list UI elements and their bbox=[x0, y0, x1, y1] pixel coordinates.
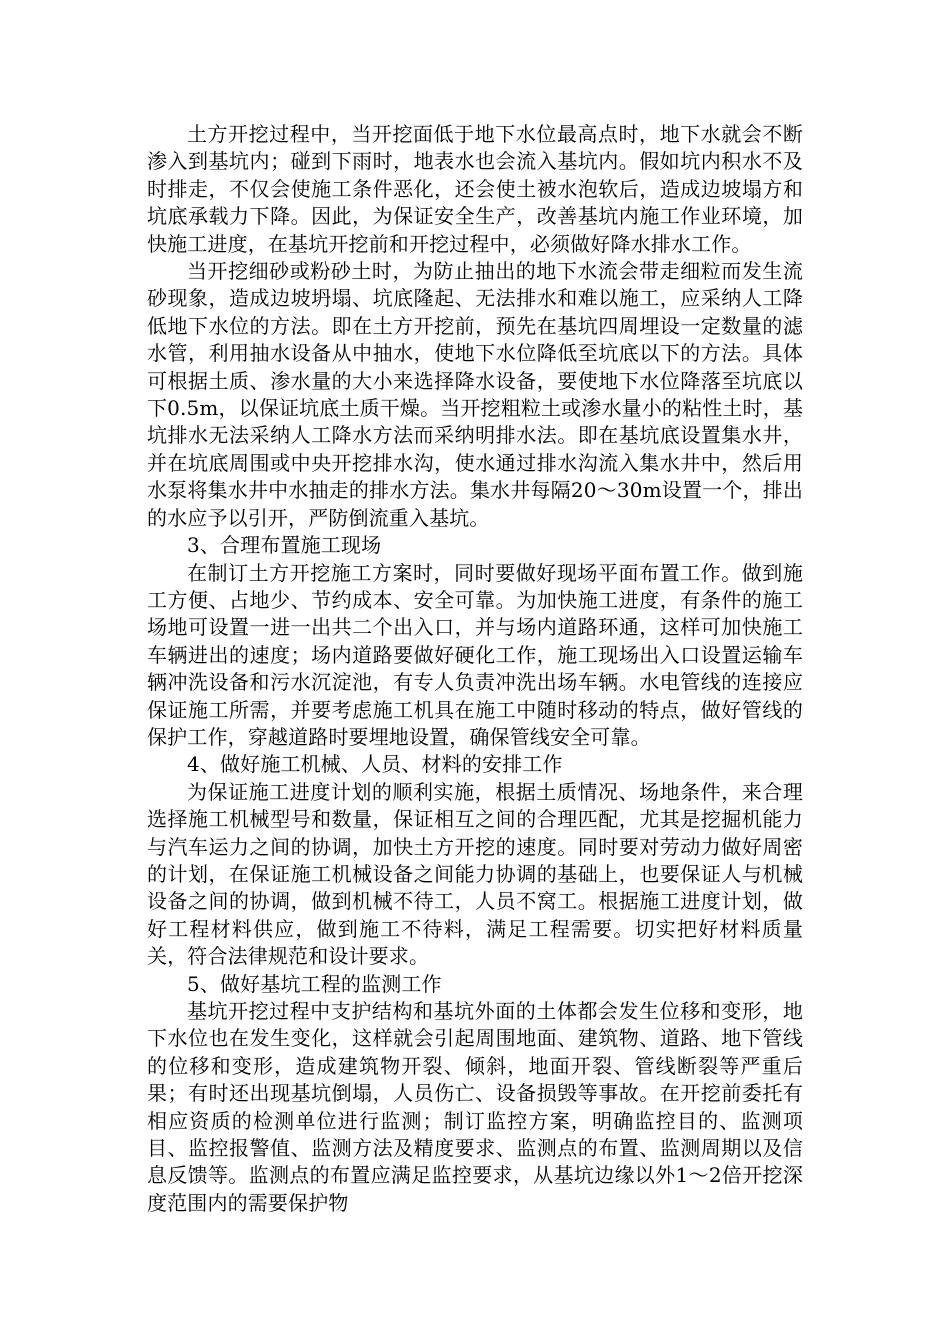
section-heading-5: 5、做好基坑工程的监测工作 bbox=[187, 971, 442, 996]
paragraph-site-layout: 在制订土方开挖施工方案时，同时要做好现场平面布置工作。做到施工方便、占地少、节约成本、安全可靠。为加快施工进度，有条件的施工场地可设置一进一出共二个出入口，并与场内道路环通，这样可加快施工车辆进出的速度；场内道路要做好硬化工作，施工现场出入口设置运输车辆冲洗设备和污水沉淀池，有专人负责冲洗出场车辆。水电管线的连接应保证施工所需，并要考虑施工机具在施工中随时移动的特点，做好管线的保护工作，穿越道路时要埋地设置，确保管线安全可靠。 bbox=[147, 560, 803, 749]
paragraph-machinery-staff-materials: 为保证施工进度计划的顺利实施，根据土质情况、场地条件，来合理选择施工机械型号和数量，保证相互之间的合理匹配，尤其是挖掘机能力与汽车运力之间的协调，加快土方开挖的速度。同时要对劳动力做好周密的计划，在保证施工机械设备之间能力协调的基础上，也要保证人与机械设备之间的协调，做到机械不待工，人员不窝工。根据施工进度计划，做好工程材料供应，做到施工不待料，满足工程需要。切实把好材料质量关，符合法律规范和设计要求。 bbox=[147, 779, 803, 969]
section-heading-3: 3、合理布置施工现场 bbox=[187, 533, 382, 558]
section-heading-4: 4、做好施工机械、人员、材料的安排工作 bbox=[187, 752, 563, 777]
paragraph-monitoring: 基坑开挖过程中支护结构和基坑外面的土体都会发生位移和变形，地下水位也在发生变化，这样就会引起周围地面、建筑物、道路、地下管线的位移和变形，造成建筑物开裂、倾斜，地面开裂、管线断裂等严重后果；有时还出现基坑倒塌，人员伤亡、设备损毁等事故。在开挖前委托有相应资质的检测单位进行监测；制订监控方案，明确监控目的、监测项目、监控报警值、监测方法及精度要求、监测点的布置、监测周期以及信息反馈等。监测点的布置应满足监控要求，从基坑边缘以外1～2倍开挖深度范围内的需要保护物 bbox=[147, 999, 803, 1215]
document-body bbox=[147, 121, 803, 1217]
paragraph-dewatering-methods: 当开挖细砂或粉砂土时，为防止抽出的地下水流会带走细粒而发生流砂现象，造成边坡坍塌、坑底隆起、无法排水和难以施工，应采纳人工降低地下水位的方法。即在土方开挖前，预先在基坑四周埋设一定数量的滤水管，利用抽水设备从中抽水，使地下水位降低至坑底以下的方法。具体可根据土质、渗水量的大小来选择降水设备，要使地下水位降落至坑底以下0.5m，以保证坑底土质干燥。当开挖粗粒土或渗水量小的粘性土时，基坑排水无法采纳人工降水方法而采纳明排水法。即在基坑底设置集水井，并在坑底周围或中央开挖排水沟，使水通过排水沟流入集水井中，然后用水泵将集水井中水抽走的排水方法。集水井每隔20～30m设置一个，排出的水应予以引开，严防倒流重入基坑。 bbox=[147, 259, 803, 530]
paragraph-dewatering-intro: 土方开挖过程中，当开挖面低于地下水位最高点时，地下水就会不断渗入到基坑内；碰到下雨时，地表水也会流入基坑内。假如坑内积水不及时排走，不仅会使施工条件恶化，还会使土被水泡软后，造成边坡塌方和坑底承载力下降。因此，为保证安全生产，改善基坑内施工作业环境，加快施工进度，在基坑开挖前和开挖过程中，必须做好降水排水工作。 bbox=[147, 122, 803, 256]
